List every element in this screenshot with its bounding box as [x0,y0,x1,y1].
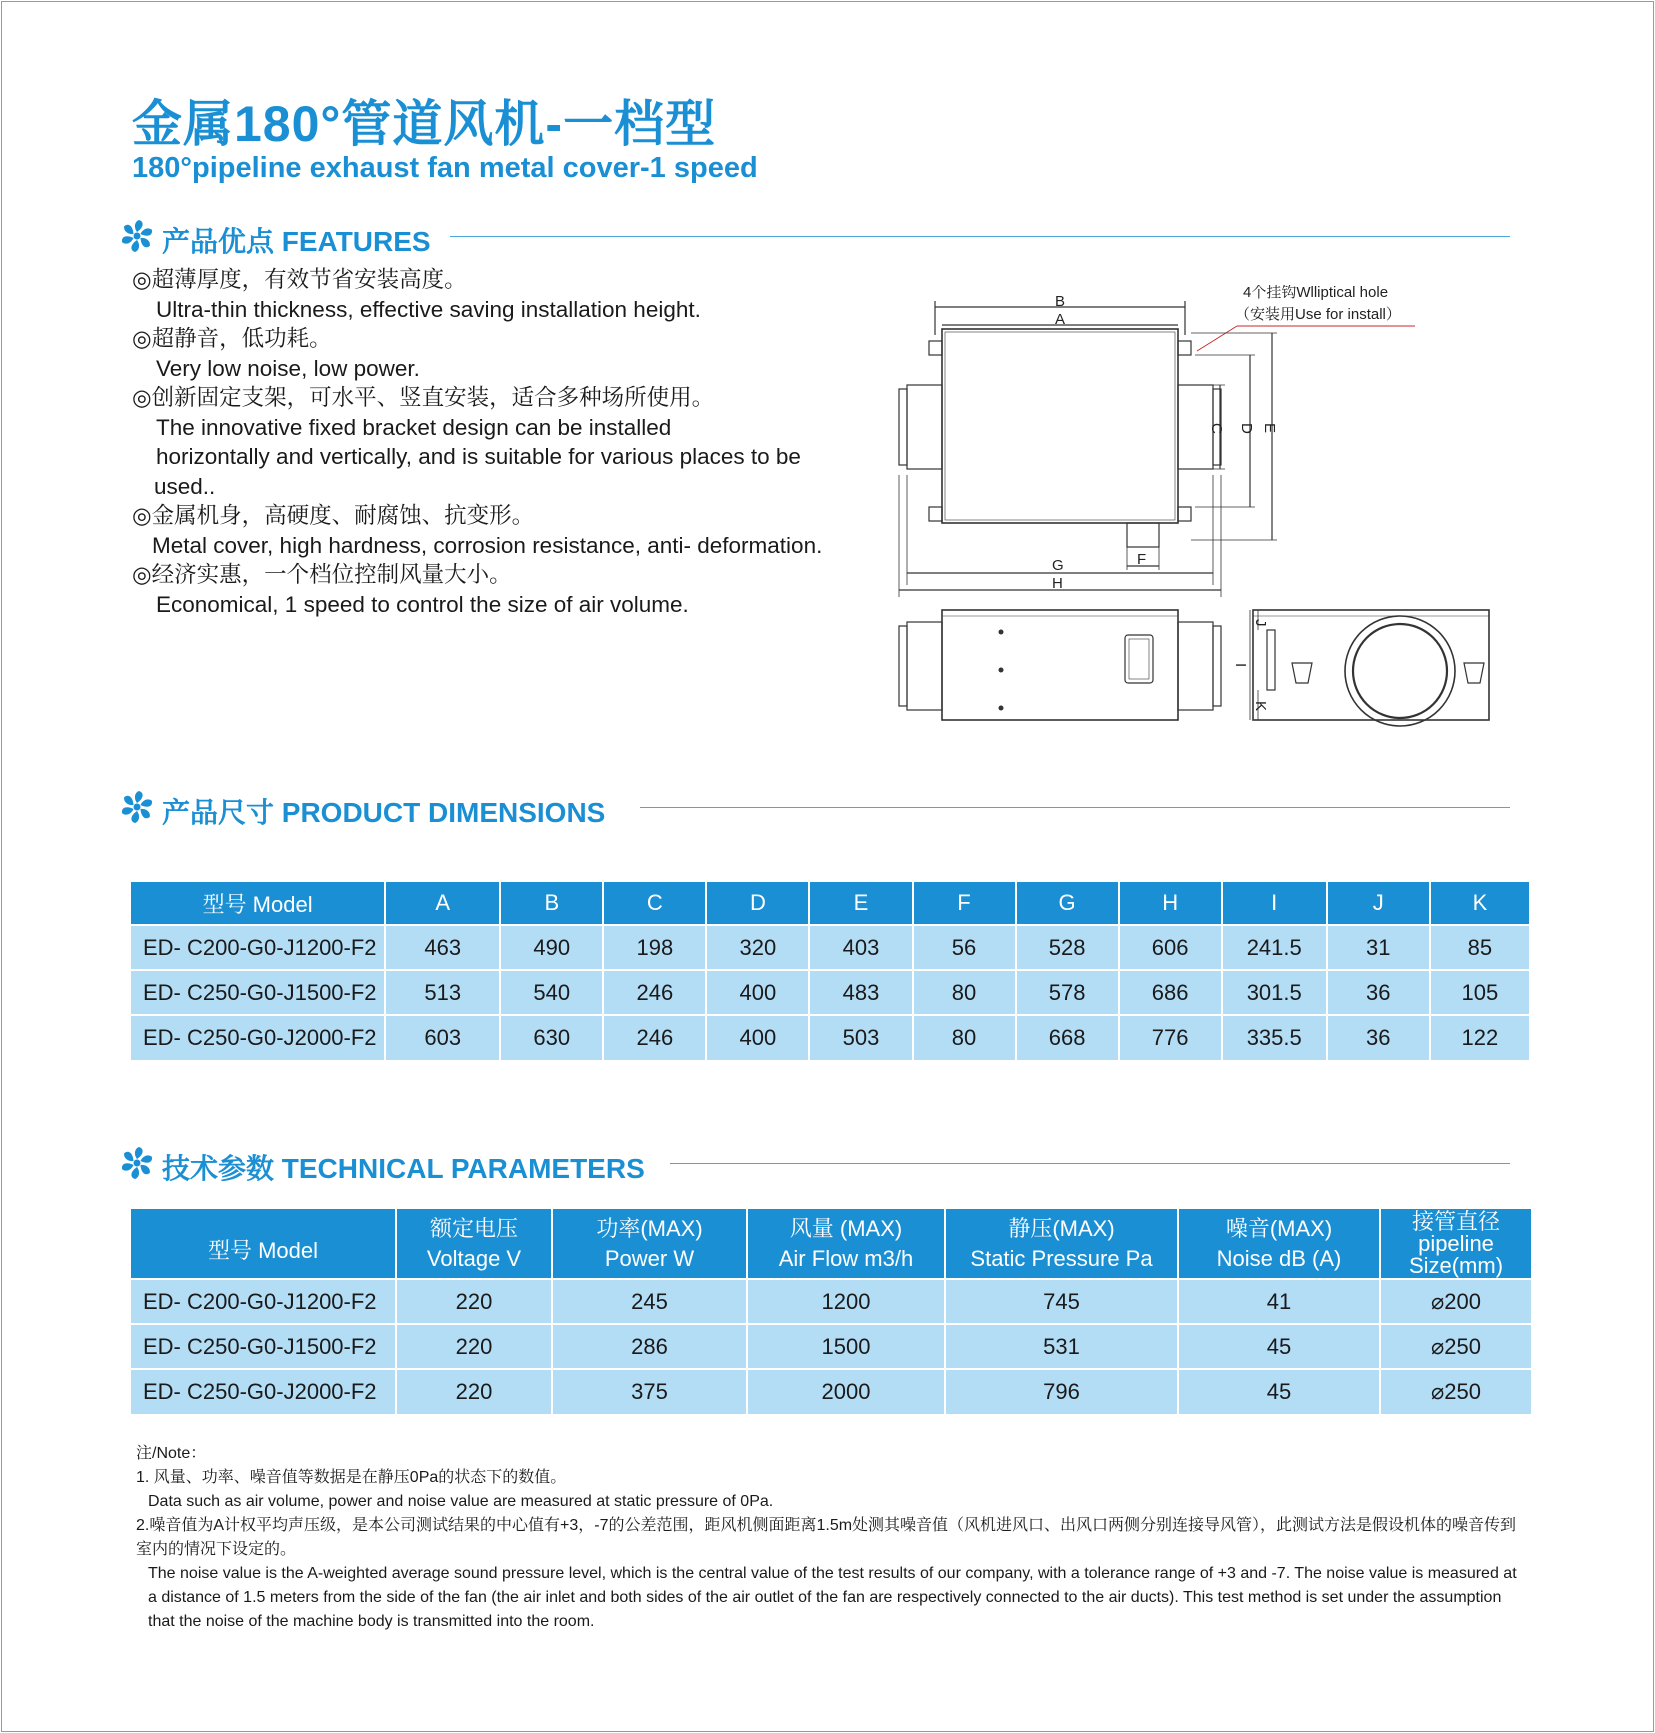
feature-line: ◎经济实惠，一个档位控制风量大小。 [132,562,512,587]
column-header: B [500,882,603,925]
cell: 686 [1119,970,1222,1015]
cell: 463 [385,925,500,970]
cell: 490 [500,925,603,970]
cell: 85 [1430,925,1529,970]
feature-line: used.. [154,473,216,499]
cell: 776 [1119,1015,1222,1060]
column-header: C [603,882,706,925]
cell: ⌀200 [1380,1279,1531,1324]
cell-model: ED- C250-G0-J2000-F2 [131,1369,396,1414]
header-line: Voltage V [426,1245,522,1271]
cell: 540 [500,970,603,1015]
column-header: J [1327,882,1430,925]
fan-icon [120,1146,154,1180]
column-header: H [1119,882,1222,925]
cell: 335.5 [1222,1015,1327,1060]
cell-model: ED- C250-G0-J1500-F2 [131,970,385,1015]
header-line: 噪音(MAX) [1225,1215,1333,1241]
feature-line: horizontally and vertically, and is suitable for various places to be [156,444,801,469]
hole-note-line1: 4个挂钩Wlliptical hole [1243,285,1389,301]
cell: 198 [603,925,706,970]
table-row [131,925,1529,970]
header-line: pipeline [1418,1230,1494,1256]
note-line: The noise value is the A-weighted average sound pressure level, which is the central value of the test results of our company, with a tolerance range of +3 and -7. The noise value is measured at a distance of 1.5 meters from the side of the fan (the air inlet and both sides of the air outlet of the fan are respectively connected to the air ducts). This test method is set under the assumption that the noise of the machine body is transmitted into the room. [148,1565,1517,1630]
header-line: Air Flow m3/h [778,1245,914,1271]
cell: 2000 [747,1369,945,1414]
cell: 220 [396,1369,552,1414]
table-row [131,1324,1531,1369]
cell: 603 [385,1015,500,1060]
column-header [747,1209,945,1279]
cell: 246 [603,1015,706,1060]
dimensions-table [131,882,1529,1060]
column-header: E [809,882,912,925]
dim-label-a: A [1055,311,1066,328]
feature-line: ◎超薄厚度，有效节省安装高度。 [132,267,467,292]
cell: 606 [1119,925,1222,970]
page-title-cn: 金属180°管道风机-一档型 [132,96,717,152]
section-rule [450,236,1510,237]
dim-label-b: B [1055,293,1066,310]
cell: 245 [552,1279,747,1324]
cell: 246 [603,970,706,1015]
cell: 503 [809,1015,912,1060]
header-line: 接管直径 [1411,1208,1500,1234]
cell: 105 [1430,970,1529,1015]
fan-icon [120,219,154,253]
dim-label-g: G [1052,557,1064,574]
note-line: 2.噪音值为A计权平均声压级，是本公司测试结果的中心值有+3，-7的公差范围，距风机侧面距离1.5m处测其噪音值（风机进风口、出风口两侧分别连接导风管），此测试方法是假设机体的噪音传到室内的情况下设定的。 [136,1517,1517,1558]
note-heading: 注/Note： [136,1445,207,1462]
section-title-technical: 技术参数 TECHNICAL PARAMETERS [162,1153,645,1184]
dim-label-k: K [1252,701,1269,712]
column-header: D [706,882,809,925]
feature-line: ◎金属机身，高硬度、耐腐蚀、抗变形。 [132,503,535,528]
header-line: Power W [604,1245,695,1271]
cell: 668 [1016,1015,1119,1060]
column-header: K [1430,882,1529,925]
column-header: G [1016,882,1119,925]
dim-label-d: D [1238,423,1255,434]
cell: 796 [945,1369,1178,1414]
dim-label-e: E [1261,423,1278,434]
column-header [396,1209,552,1279]
feature-line: The innovative fixed bracket design can be installed [156,414,672,440]
dim-label-i: I [1232,663,1249,668]
section-header-features [120,217,1510,257]
cell: 375 [552,1369,747,1414]
cell: 400 [706,970,809,1015]
section-title-features: 产品优点 FEATURES [162,226,431,257]
cell: 122 [1430,1015,1529,1060]
dim-label-f: F [1137,551,1147,568]
cell: 41 [1178,1279,1380,1324]
feature-line: ◎创新固定支架，可水平、竖直安装，适合多种场所使用。 [132,385,715,410]
table-row [131,1369,1531,1414]
page-title-en: 180°pipeline exhaust fan metal cover-1 speed [132,152,758,184]
cell: 241.5 [1222,925,1327,970]
cell: 36 [1327,1015,1430,1060]
hole-note-line2: （安装用Use for install） [1235,306,1401,323]
header-line: 风量 (MAX) [789,1215,903,1241]
section-title-dimensions: 产品尺寸 PRODUCT DIMENSIONS [162,797,606,828]
notes [136,1442,1526,1634]
cell: 301.5 [1222,970,1327,1015]
cell: 403 [809,925,912,970]
cell-model: ED- C250-G0-J1500-F2 [131,1324,396,1369]
column-header [552,1209,747,1279]
column-header: F [913,882,1016,925]
column-header [1380,1209,1531,1279]
column-header [1178,1209,1380,1279]
dim-label-h: H [1052,575,1063,592]
header-line: Size(mm) [1408,1252,1504,1278]
feature-line: Very low noise, low power. [156,355,420,381]
features-list [132,265,872,619]
cell: 578 [1016,970,1119,1015]
header-line: 功率(MAX) [596,1215,703,1241]
cell: 1500 [747,1324,945,1369]
cell: 745 [945,1279,1178,1324]
cell: 483 [809,970,912,1015]
cell-model: ED- C200-G0-J1200-F2 [131,1279,396,1324]
note-line: Data such as air volume, power and noise value are measured at static pressure of 0Pa. [148,1493,774,1510]
cell: 45 [1178,1324,1380,1369]
cell: 630 [500,1015,603,1060]
header-line: 额定电压 [429,1215,518,1241]
cell: 320 [706,925,809,970]
cell: ⌀250 [1380,1369,1531,1414]
column-header: I [1222,882,1327,925]
section-rule [670,1163,1510,1164]
cell: 45 [1178,1369,1380,1414]
dim-label-j: J [1252,619,1269,627]
column-header [945,1209,1178,1279]
cell: 400 [706,1015,809,1060]
fan-icon [120,790,154,824]
section-rule [640,807,1510,808]
header-line: 静压(MAX) [1008,1215,1115,1241]
cell: 36 [1327,970,1430,1015]
cell-model: ED- C200-G0-J1200-F2 [131,925,385,970]
feature-line: Ultra-thin thickness, effective saving installation height. [156,296,701,322]
note-line: 1. 风量、功率、噪音值等数据是在静压0Pa的状态下的数值。 [136,1469,567,1486]
header-line: Static Pressure Pa [970,1245,1153,1271]
feature-line: ◎超静音，低功耗。 [132,326,332,351]
table-header-row [131,1209,1531,1279]
cell: 286 [552,1324,747,1369]
cell: 1200 [747,1279,945,1324]
cell-model: ED- C250-G0-J2000-F2 [131,1015,385,1060]
header-line: Noise dB (A) [1216,1245,1342,1271]
cell: 80 [913,970,1016,1015]
cell: 513 [385,970,500,1015]
cell: 531 [945,1324,1178,1369]
cell: 31 [1327,925,1430,970]
column-header: A [385,882,500,925]
table-header-row [131,882,1529,925]
table-row [131,1279,1531,1324]
column-header [131,1209,396,1279]
dim-label-c: C [1208,423,1225,434]
cell: 220 [396,1279,552,1324]
section-header-technical [120,1144,1510,1184]
technical-table [131,1209,1531,1414]
cell: ⌀250 [1380,1324,1531,1369]
header-line: 型号 Model [207,1237,319,1263]
table-row [131,970,1529,1015]
feature-line: Metal cover, high hardness, corrosion resistance, anti- deformation. [152,532,823,558]
cell: 528 [1016,925,1119,970]
table-row [131,1015,1529,1060]
feature-line: Economical, 1 speed to control the size of air volume. [156,591,689,617]
cell: 80 [913,1015,1016,1060]
cell: 56 [913,925,1016,970]
column-header: 型号 Model [131,882,385,925]
cell: 220 [396,1324,552,1369]
technical-drawing [895,285,1545,745]
section-header-dimensions [120,788,1510,828]
